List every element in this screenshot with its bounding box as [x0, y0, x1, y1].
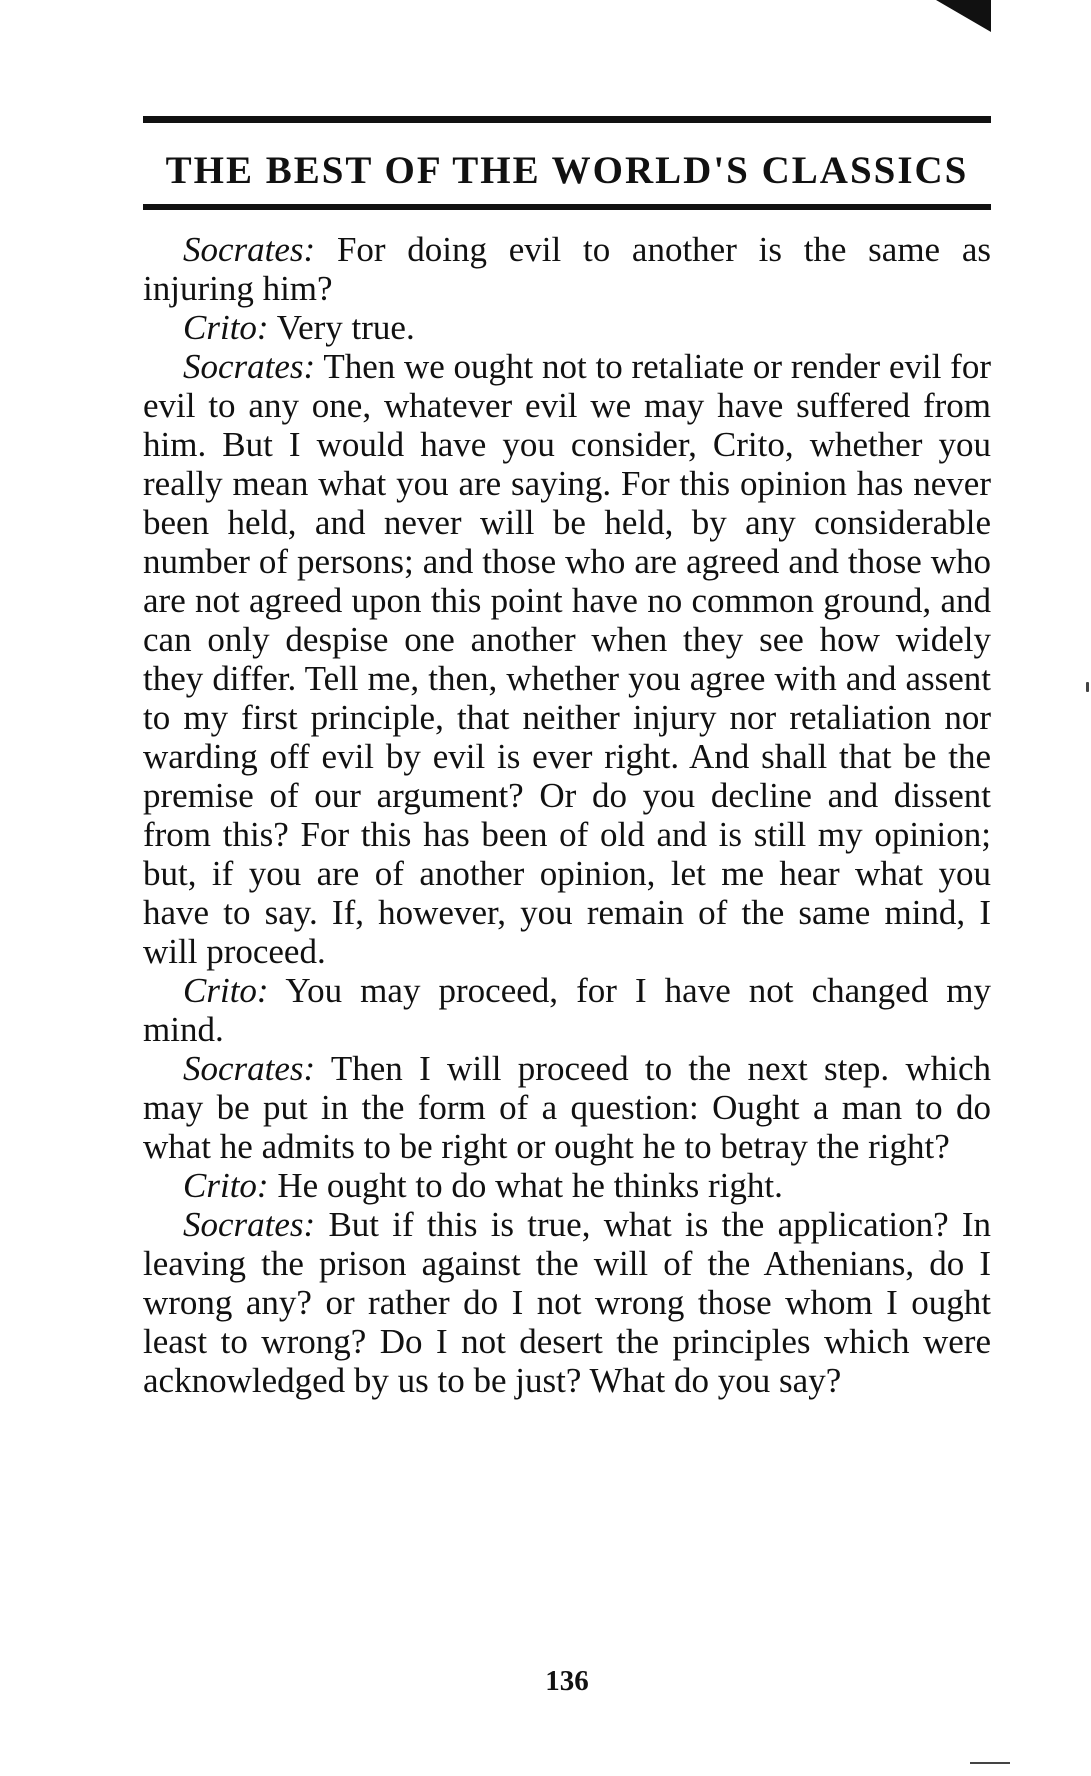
speaker-label: Socrates:	[183, 1205, 316, 1244]
page-corner-mark	[936, 0, 991, 32]
header-bottom-rule	[143, 204, 991, 210]
scan-speck	[1086, 682, 1089, 692]
dialogue-paragraph	[143, 1166, 991, 1205]
speech-text: For doing evil to another is the same as injuring him?	[143, 230, 991, 308]
dialogue-paragraph	[143, 230, 991, 308]
speaker-label: Crito:	[183, 308, 269, 347]
speaker-label: Crito:	[183, 971, 269, 1010]
speaker-label: Socrates:	[183, 347, 316, 386]
speaker-label: Crito:	[183, 1166, 269, 1205]
speech-text: You may proceed, for I have not changed my mind.	[143, 971, 991, 1049]
book-page	[143, 0, 991, 1776]
dialogue-text	[143, 230, 991, 1400]
speaker-label: Socrates:	[183, 230, 316, 269]
speech-text: Very true.	[276, 308, 415, 347]
dialogue-paragraph	[143, 308, 991, 347]
scan-speck	[970, 1762, 1010, 1764]
speech-text: Then we ought not to retaliate or render evil for evil to any one, whatever evil we may have suffered from him. But I would have you consider, Crito, whether you really mean what you are saying. For this opinion has never been held, and never will be held, by any considerable number of persons; and those who are agreed and those who are not agreed upon this point have no common ground, and can only despise one another when they see how widely they differ. Tell me, then, whether you agree with and assent to my first principle, that neither injury nor retaliation nor warding off evil by evil is ever right. And shall that be the premise of our argument? Or do you decline and dissent from this? For this has been of old and is still my opinion; but, if you are of another opinion, let me hear what you have to say. If, however, you remain of the same mind, I will proceed.	[143, 347, 991, 971]
header-top-rule	[143, 116, 991, 123]
page-number: 136	[545, 1665, 589, 1697]
dialogue-paragraph	[143, 1205, 991, 1400]
speech-text: He ought to do what he thinks right.	[277, 1166, 783, 1205]
speaker-label: Socrates:	[183, 1049, 316, 1088]
dialogue-paragraph	[143, 1049, 991, 1166]
speech-text: But if this is true, what is the application? In leaving the prison against the will of the Athenians, do I wrong any? or rather do I not wrong those whom I ought least to wrong? Do I not desert the principles which were acknowledged by us to be just? What do you say?	[143, 1205, 992, 1400]
speech-text: Then I will proceed to the next step. which may be put in the form of a question: Ought a man to do what he admits to be right or ought he to betray the right?	[143, 1049, 991, 1166]
running-head: THE BEST OF THE WORLD'S CLASSICS	[165, 149, 969, 192]
dialogue-paragraph	[143, 971, 991, 1049]
dialogue-paragraph	[143, 347, 991, 971]
